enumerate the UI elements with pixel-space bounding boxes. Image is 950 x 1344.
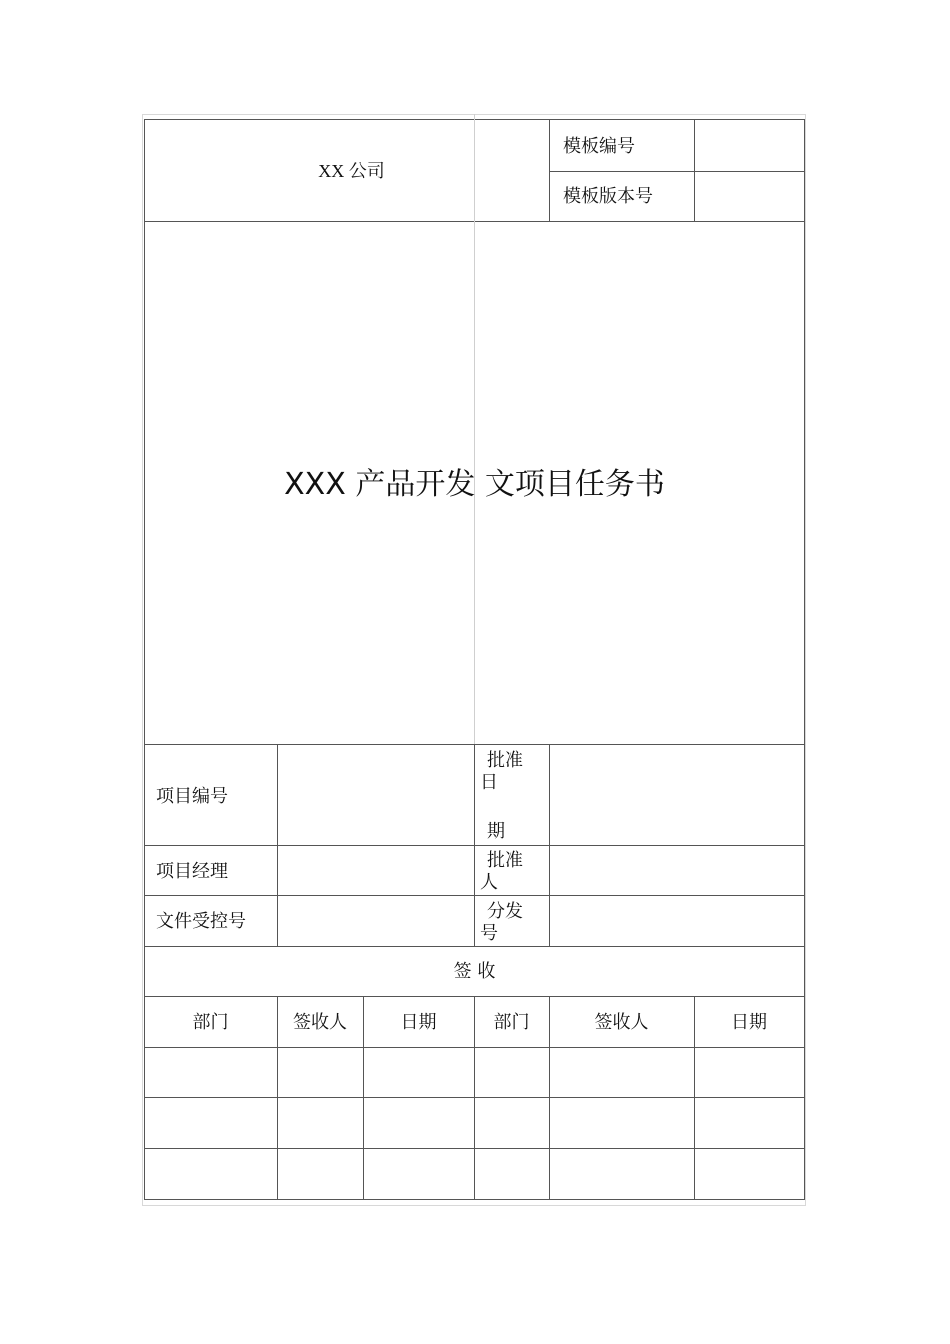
signoff-section-title: 签 收 — [453, 961, 496, 982]
signoff-col-date-1: 日期 — [400, 1012, 437, 1033]
controlled-number-label: 文件受控号 — [156, 911, 246, 932]
document-title: XXX 产品开发 文项目任务书 — [284, 467, 665, 502]
project-manager-label: 项目经理 — [156, 861, 228, 882]
signoff-col-department-1: 部门 — [192, 1012, 229, 1033]
company-name: XX 公司 — [318, 161, 385, 181]
distribution-number-label-line2: 号 — [480, 923, 498, 944]
approval-date-label-line2: 日 — [480, 772, 498, 793]
signoff-col-department-2: 部门 — [493, 1012, 530, 1033]
template-number-label: 模板编号 — [563, 136, 635, 157]
template-version-label: 模板版本号 — [563, 186, 653, 207]
signoff-col-date-2: 日期 — [731, 1012, 767, 1033]
approval-date-label-line1: 批准 — [487, 750, 523, 771]
signoff-col-receiver-1: 签收人 — [293, 1012, 347, 1033]
approval-date-label-line3: 期 — [487, 821, 505, 842]
approver-label-line1: 批准 — [487, 850, 523, 871]
project-number-label: 项目编号 — [156, 786, 228, 807]
distribution-number-label-line1: 分发 — [487, 901, 523, 922]
approver-label-line2: 人 — [480, 872, 498, 893]
signoff-col-receiver-2: 签收人 — [594, 1012, 649, 1033]
